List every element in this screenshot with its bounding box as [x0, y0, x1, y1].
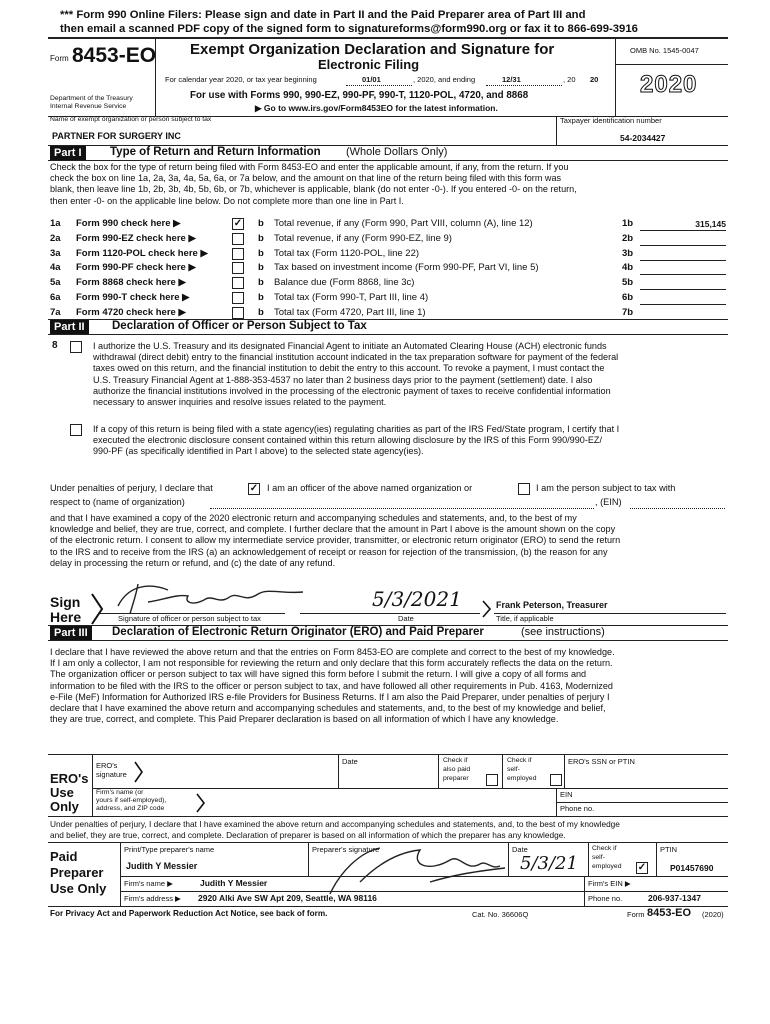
row-description: Total tax (Form 4720, Part III, line 1) — [274, 307, 426, 318]
row-b-label: b — [258, 248, 264, 259]
firm-ein-label: Firm's EIN ▶ — [588, 879, 631, 888]
para-line: executed the electronic disclosure consent contained within this return allowing disclosure by the IRS of this Form 990/990-EZ/ — [93, 435, 603, 446]
row-number: 7a — [50, 307, 61, 318]
tax-year-mid: , 2020, and ending — [413, 75, 476, 84]
ero-self-label-2: self- — [507, 766, 520, 773]
ero-self-employed-checkbox[interactable] — [550, 774, 562, 786]
here-label: Here — [50, 609, 82, 625]
person-subject-text: I am the person subject to tax with — [536, 483, 676, 493]
part1-intro-line: Check the box for the type of return being filed with Form 8453-EO and enter the applicable amount, if any, from the return. If you — [50, 162, 569, 172]
ero-phone-label: Phone no. — [560, 804, 595, 813]
row-b-label: b — [258, 233, 264, 244]
banner-line-2: then email a scanned PDF copy of the signed form to signatureforms@form990.org or fax it to 866-699-3916 — [60, 23, 638, 35]
row-b-number: 2b — [622, 233, 634, 244]
tin-value: 54-2034427 — [620, 133, 666, 143]
preparer-date-label: Date — [512, 845, 528, 854]
ero-use-label-2: Use — [50, 785, 74, 800]
row-amount-line — [640, 274, 726, 275]
officer-text: I am an officer of the above named organization or — [267, 483, 473, 493]
row-checkbox[interactable] — [232, 233, 244, 245]
row-amount-line — [640, 260, 726, 261]
tax-year-suffix-yr: 20 — [590, 75, 599, 84]
footer-cat-number: Cat. No. 36606Q — [472, 910, 529, 919]
preparer-check-label-3: employed — [592, 863, 622, 870]
row-amount: 315,145 — [695, 219, 726, 229]
part3-title-suffix: (see instructions) — [521, 626, 605, 638]
preparer-signature-image — [310, 842, 510, 898]
row-description: Tax based on investment income (Form 990-PF, Part VI, line 5) — [274, 262, 539, 273]
para-line: of the electronic return. I consent to allow my intermediate service provider, transmitter, or electronic return originator (ERO) to send the return — [50, 535, 621, 546]
ero-firm-arrow-icon — [196, 792, 206, 814]
line-8-checkbox[interactable] — [70, 341, 82, 353]
tax-year-big: 2020 — [640, 71, 698, 98]
line-8-number: 8 — [52, 340, 58, 351]
row-number: 6a — [50, 292, 61, 303]
para-line: and that I have examined a copy of the 2020 electronic return and accompanying schedules and statements, and, to the best of my — [50, 513, 577, 523]
para-line: delay in processing the return or refund, and (c) the date of any refund. — [50, 557, 336, 568]
row-b-number: 3b — [622, 248, 634, 259]
row-form-label: Form 8868 check here ▶ — [76, 277, 186, 288]
officer-signature-label: Signature of officer or person subject to tax — [118, 614, 261, 623]
ero-paid-label-3: preparer — [443, 775, 469, 782]
para-line: The organization officer or person subject to tax will have signed this form before I submit the return. I will give a copy of all forms and — [50, 669, 587, 680]
para-line: taxes owed on this return, and the financial institution to debit the entry to this account. To revoke a payment, I must contact the — [93, 363, 605, 374]
preparer-name: Judith Y Messier — [126, 861, 198, 871]
para-line: I declare that I have reviewed the above return and that the entries on Form 8453-EO are complete and correct to the best of my knowledge. — [50, 647, 615, 657]
para-line: If I am only a collector, I am not responsible for reviewing the return and only declare that this form accurately reflects the data on the return. — [50, 658, 613, 669]
row-form-label: Form 4720 check here ▶ — [76, 307, 186, 318]
part1-label: Part I — [50, 146, 86, 160]
para-line: necessary to answer inquiries and resolve issues related to the payment. — [93, 397, 387, 408]
officer-signature-image — [108, 580, 308, 616]
part2-state-paragraph — [93, 424, 727, 458]
row-amount-line — [640, 304, 726, 305]
row-checkbox[interactable] — [232, 248, 244, 260]
row-checkbox[interactable]: ✓ — [233, 218, 243, 229]
row-number: 4a — [50, 262, 61, 273]
ein-label: , (EIN) — [595, 497, 622, 507]
row-checkbox[interactable] — [232, 262, 244, 274]
para-line: knowledge and belief, they are true, correct, and complete. I further declare that the amount in Part I above is the amount shown on the copy — [50, 524, 616, 535]
preparer-signature-label: Preparer's signature — [312, 845, 380, 854]
para-line: and belief, they are true, correct, and complete. Declaration of preparer is based on all information of which the preparer has any knowledge. — [50, 829, 566, 840]
row-amount-line — [640, 289, 726, 290]
row-b-number: 1b — [622, 218, 634, 229]
firm-address: 2920 Alki Ave SW Apt 209, Seattle, WA 98116 — [198, 893, 377, 903]
part3-label: Part III — [50, 626, 92, 640]
row-amount-line — [640, 245, 726, 246]
tax-year-suffix: , 20 — [563, 75, 576, 84]
officer-checkbox[interactable]: ✓ — [249, 483, 259, 494]
form-word: Form — [50, 54, 69, 63]
firm-name-label: Firm's name ▶ — [124, 879, 173, 888]
para-line: declare that I have examined the above return and accompanying schedules and statements, and, to the best of my knowledge and belief, — [50, 703, 606, 714]
ero-signature-label: ERO's — [96, 761, 118, 770]
preparer-perjury-paragraph — [50, 819, 726, 840]
tax-year-begin: 01/01 — [362, 75, 381, 84]
paid-label-1: Paid — [50, 849, 78, 864]
part1-intro-line: then enter -0- on the applicable line below. Do not complete more than one line in Part I. — [50, 195, 404, 206]
banner-line-1: *** Form 990 Online Filers: Please sign and date in Part II and the Paid Preparer area of Part III and — [60, 9, 586, 21]
row-form-label: Form 990-EZ check here ▶ — [76, 233, 196, 244]
ero-paid-label-1: Check if — [443, 757, 468, 764]
row-amount-line — [640, 230, 726, 231]
part1-intro-line: check the box on line 1a, 2a, 3a, 4a, 5a, 6a, or 7a below, and the amount on that line of the return being filed with this form was — [50, 173, 562, 184]
footer-form-word: Form — [627, 910, 645, 919]
person-subject-checkbox[interactable] — [518, 483, 530, 495]
para-line: U.S. Treasury Financial Agent at 1-888-353-4537 no later than 2 business days prior to the payment (settlement) date. I also — [93, 374, 593, 385]
para-line: they are true, correct, and complete. This Paid Preparer declaration is based on all information of which I have any knowledge. — [50, 714, 559, 725]
phone-label: Phone no. — [588, 894, 623, 903]
sign-here-arrow-icon — [90, 592, 104, 626]
perjury-intro: Under penalties of perjury, I declare that — [50, 483, 213, 493]
para-line: authorize the financial institutions involved in the processing of the electronic payment of taxes to receive confidential information — [93, 385, 611, 396]
row-b-number: 5b — [622, 277, 634, 288]
row-form-label: Form 990-T check here ▶ — [76, 292, 190, 303]
row-form-label: Form 990-PF check here ▶ — [76, 262, 196, 273]
firm-address-label: Firm's address ▶ — [124, 894, 181, 903]
ero-ein-label: EIN — [560, 790, 573, 799]
preparer-date: 5/3/21 — [520, 853, 578, 874]
part2-declaration-paragraph — [50, 513, 726, 569]
tin-label: Taxpayer identification number — [560, 116, 662, 125]
ero-paid-preparer-checkbox[interactable] — [486, 774, 498, 786]
form-subtitle: Electronic Filing — [318, 57, 420, 72]
ptin-value: P01457690 — [670, 863, 714, 873]
row-checkbox[interactable] — [232, 307, 244, 319]
footer-privacy-notice: For Privacy Act and Paperwork Reduction Act Notice, see back of form. — [50, 909, 328, 918]
sign-label: Sign — [50, 594, 81, 610]
row-description: Total revenue, if any (Form 990-EZ, line 9) — [274, 233, 452, 244]
ero-signature-arrow-icon — [134, 760, 144, 784]
footer-form-year: (2020) — [702, 910, 724, 919]
officer-title: Frank Peterson, Treasurer — [496, 600, 608, 610]
use-with: For use with Forms 990, 990-EZ, 990-PF, 990-T, 1120-POL, 4720, and 8868 — [190, 90, 529, 101]
part2-ach-paragraph — [93, 341, 727, 408]
row-number: 3a — [50, 248, 61, 259]
row-form-label: Form 990 check here ▶ — [76, 218, 181, 229]
omb-number: OMB No. 1545-0047 — [630, 46, 699, 55]
row-b-number: 6b — [622, 292, 634, 303]
paid-label-2: Preparer — [50, 865, 104, 880]
part2-label: Part II — [50, 320, 89, 334]
row-number: 5a — [50, 277, 61, 288]
ero-use-label-3: Only — [50, 799, 79, 814]
ero-self-label-1: Check if — [507, 757, 532, 764]
ero-use-label-1: ERO's — [50, 771, 89, 786]
ero-signature-label-2: signature — [96, 770, 127, 779]
part3-ero-paragraph — [50, 647, 726, 725]
preparer-check-label-2: self- — [592, 854, 605, 861]
row-description: Balance due (Form 8868, line 3c) — [274, 277, 415, 288]
row-form-label: Form 1120-POL check here ▶ — [76, 248, 208, 259]
preparer-self-employed-checkbox[interactable]: ✓ — [637, 862, 647, 873]
title-label: Title, if applicable — [496, 614, 554, 623]
officer-date: 5/3/2021 — [372, 587, 462, 611]
row-b-label: b — [258, 292, 264, 303]
part3-title: Declaration of Electronic Return Originator (ERO) and Paid Preparer — [112, 626, 484, 638]
row-b-label: b — [258, 218, 264, 229]
ero-self-label-3: employed — [507, 775, 537, 782]
row-b-label: b — [258, 262, 264, 273]
row-b-number: 7b — [622, 307, 634, 318]
ero-date-label: Date — [342, 757, 358, 766]
ero-firm-label-3: address, and ZIP code — [96, 805, 165, 812]
goto-link[interactable]: ▶ Go to www.irs.gov/Form8453EO for the latest information. — [255, 103, 498, 113]
org-name-label: Name of exempt organization or person subject to tax — [50, 116, 212, 123]
org-name: PARTNER FOR SURGERY INC — [52, 131, 181, 141]
form-number: 8453-EO — [72, 44, 157, 67]
row-number: 2a — [50, 233, 61, 244]
tax-year-prefix: For calendar year 2020, or tax year beginning — [165, 75, 317, 84]
part1-title-suffix: (Whole Dollars Only) — [346, 146, 448, 158]
dept-line-1: Department of the Treasury — [50, 95, 133, 102]
para-line: e-File (MeF) Information for Authorized IRS e-file Providers for Business Returns. If I am also the Paid Preparer, under penalties of perjury I — [50, 691, 610, 702]
para-line: Under penalties of perjury, I declare that I have examined the above return and accompanying schedules and statements, and, to the best of my knowledge — [50, 819, 620, 829]
para-line: 990-PF (as specifically identified in Part I above) to the selected state agency(ies). — [93, 446, 424, 457]
para-line: information to be filed with the IRS to the officer or person subject to tax, and have followed all other requirements in Pub. 4163, Modernized — [50, 680, 613, 691]
state-filing-checkbox[interactable] — [70, 424, 82, 436]
footer-form-number: 8453-EO — [647, 907, 692, 919]
row-number: 1a — [50, 218, 61, 229]
preparer-name-label: Print/Type preparer's name — [124, 845, 215, 854]
phone-value: 206-937-1347 — [648, 893, 701, 903]
row-b-number: 4b — [622, 262, 634, 273]
officer-date-label: Date — [398, 614, 414, 623]
row-description: Total revenue, if any (Form 990, Part VIII, column (A), line 12) — [274, 218, 533, 229]
ero-ssn-label: ERO's SSN or PTIN — [568, 757, 635, 766]
part1-intro — [50, 162, 726, 207]
ptin-label: PTIN — [660, 845, 678, 854]
preparer-check-label-1: Check if — [592, 845, 617, 852]
dept-line-2: Internal Revenue Service — [50, 103, 127, 110]
paid-label-3: Use Only — [50, 881, 107, 896]
row-description: Total tax (Form 1120-POL, line 22) — [274, 248, 420, 259]
part2-title: Declaration of Officer or Person Subject to Tax — [112, 320, 367, 332]
tax-year-end: 12/31 — [502, 75, 521, 84]
firm-name: Judith Y Messier — [200, 878, 268, 888]
para-line: I authorize the U.S. Treasury and its designated Financial Agent to initiate an Automated Clearing House (ACH) electronic funds — [93, 341, 607, 351]
row-description: Total tax (Form 990-T, Part III, line 4) — [274, 292, 429, 303]
ero-firm-label-1: Firm's name (or — [96, 789, 144, 796]
para-line: If a copy of this return is being filed with a state agency(ies) regulating charities as part of the IRS Fed/State program, I certify that I — [93, 424, 620, 434]
ero-firm-label-2: yours if self-employed), — [96, 797, 167, 804]
row-checkbox[interactable] — [232, 292, 244, 304]
part1-intro-line: blank, then leave line 1b, 2b, 3b, 4b, 5b, 6b, or 7b, whichever is applicable, blank (do not enter -0-). If you entered -0- on the return, — [50, 184, 577, 195]
respect-to-label: respect to (name of organization) — [50, 497, 185, 507]
para-line: to the IRS and to receive from the IRS (a) an acknowledgement of receipt or reason for rejection of the transmission, (b) the reason for any — [50, 546, 608, 557]
part1-title: Type of Return and Return Information — [110, 146, 321, 158]
form-title: Exempt Organization Declaration and Signature for — [190, 41, 555, 58]
title-arrow-icon — [482, 600, 492, 618]
para-line: withdrawal (direct debit) entry to the financial institution account indicated in the tax preparation software for payment of the federal — [93, 352, 619, 363]
row-b-label: b — [258, 277, 264, 288]
ero-paid-label-2: also paid — [443, 766, 471, 773]
row-b-label: b — [258, 307, 264, 318]
row-checkbox[interactable] — [232, 277, 244, 289]
